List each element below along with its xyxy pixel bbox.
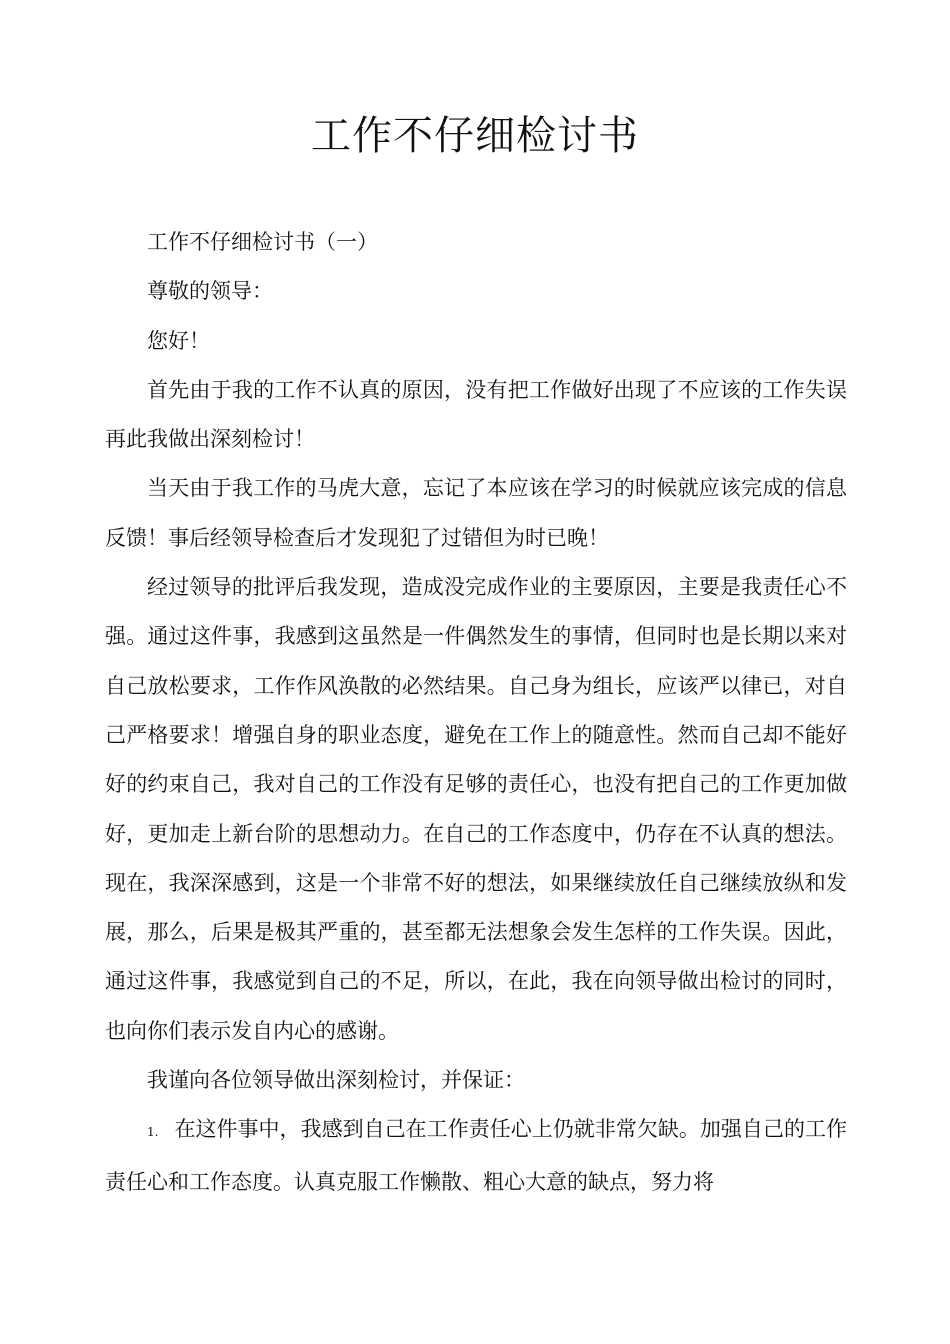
list-item-number: 1.: [147, 1125, 159, 1140]
list-item: [105, 1105, 847, 1207]
list-item-text: 在这件事中，我感到自己在工作责任心上仍就非常欠缺。加强自己的工作责任心和工作态度。认真克服工作懒散、粗心大意的缺点，努力将: [105, 1117, 847, 1194]
body-paragraph: 首先由于我的工作不认真的原因，没有把工作做好出现了不应该的工作失误再此我做出深刻检讨！: [105, 377, 847, 452]
pledge-intro-paragraph: 我谨向各位领导做出深刻检讨，并保证：: [147, 1068, 525, 1093]
document-title: 工作不仔细检讨书: [311, 113, 639, 159]
greeting-paragraph: 您好！: [147, 328, 210, 353]
body-paragraph: 经过领导的批评后我发现，造成没完成作业的主要原因，主要是我责任心不强。通过这件事，我感到这虽然是一件偶然发生的事情，但同时也是长期以来对自己放松要求，工作作风涣散的必然结果。自己身为组长，应该严以律已，对自己严格要求！增强自身的职业态度，避免在工作上的随意性。然而自己却不能好好的约束自己，我对自己的工作没有足够的责任心，也没有把自己的工作更加做好，更加走上新台阶的思想动力。在自己的工作态度中，仍存在不认真的想法。现在，我深深感到，这是一个非常不好的想法，如果继续放任自己继续放纵和发展，那么，后果是极其严重的，甚至都无法想象会发生怎样的工作失误。因此，通过这件事，我感觉到自己的不足，所以，在此，我在向领导做出检讨的同时，也向你们表示发自内心的感谢。: [105, 575, 847, 1043]
document-body: [105, 218, 847, 1207]
salutation-paragraph: 尊敬的领导：: [147, 279, 273, 304]
subtitle-paragraph: 工作不仔细检讨书（一）: [147, 230, 378, 254]
body-paragraph: 当天由于我工作的马虎大意，忘记了本应该在学习的时候就应该完成的信息反馈！事后经领导检查后才发现犯了过错但为时已晚！: [105, 476, 847, 550]
